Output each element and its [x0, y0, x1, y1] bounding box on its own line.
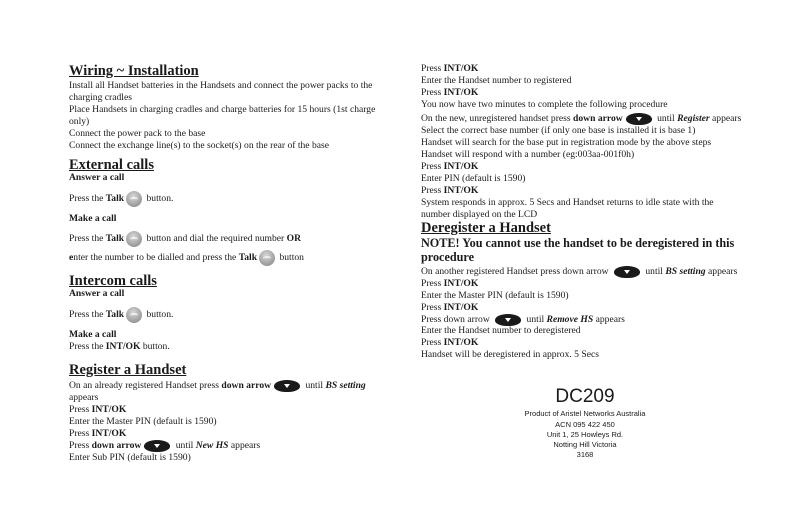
- brand-line-2: ACN 095 422 450: [555, 420, 615, 429]
- register-r-line-4: You now have two minutes to complete the following procedure: [421, 99, 668, 110]
- down-arrow-icon: [274, 380, 300, 392]
- external-answer-instruction: Press the Talk button.: [69, 191, 173, 207]
- register-line-1: On an already registered Handset press down arrow until BS setting: [69, 380, 366, 392]
- register-line-5: Press INT/OK: [69, 428, 127, 439]
- wiring-line-1: Install all Handset batteries in the Handsets and connect the power packs to the: [69, 80, 373, 91]
- deregister-line-2: Press INT/OK: [421, 278, 479, 289]
- register-r-line-8: Handset will respond with a number (eg:003aa-001f0h): [421, 149, 635, 160]
- intercom-answer-subheading: Answer a call: [69, 288, 125, 299]
- wiring-line-5: Connect the power pack to the base: [69, 128, 206, 139]
- intercom-answer-instruction: Press the Talk button.: [69, 307, 173, 323]
- intercom-make-instruction: Press the INT/OK button.: [69, 341, 170, 352]
- register-line-2: appears: [69, 392, 99, 403]
- brand-postcode: 3168: [576, 450, 594, 459]
- deregister-line-1: On another registered Handset press down arrow until BS setting appears: [421, 266, 738, 278]
- deregister-line-5: Press down arrow until Remove HS appears: [421, 314, 625, 326]
- intercom-make-subheading: Make a call: [69, 329, 117, 340]
- wiring-line-2: charging cradles: [69, 92, 132, 103]
- talk-button-icon: [126, 191, 142, 207]
- deregister-note-2: procedure: [421, 250, 475, 264]
- deregister-heading: Deregister a Handset: [421, 220, 551, 236]
- register-r-line-11: Press INT/OK: [421, 185, 479, 196]
- down-arrow-icon: [614, 266, 640, 278]
- register-line-7: Enter Sub PIN (default is 1590): [69, 452, 191, 463]
- register-r-line-13: number displayed on the LCD: [421, 209, 538, 220]
- brand-line-3: Unit 1, 25 Howleys Rd.: [546, 430, 624, 439]
- talk-button-icon: [126, 231, 142, 247]
- wiring-line-6: Connect the exchange line(s) to the socket(s) on the rear of the base: [69, 140, 329, 151]
- wiring-line-4: only): [69, 116, 90, 127]
- wiring-line-3: Place Handsets in charging cradles and charge batteries for 15 hours (1st charge: [69, 104, 376, 115]
- register-line-4: Enter the Master PIN (default is 1590): [69, 416, 217, 427]
- deregister-line-8: Handset will be deregistered in approx. 5 Secs: [421, 349, 599, 360]
- intercom-calls-heading: Intercom calls: [69, 273, 157, 289]
- deregister-line-7: Press INT/OK: [421, 337, 479, 348]
- register-r-line-10: Enter PIN (default is 1590): [421, 173, 526, 184]
- external-make-instruction-2: enter the number to be dialled and press the Talk button: [69, 250, 304, 266]
- external-make-instruction: Press the Talk button and dial the required number OR: [69, 231, 301, 247]
- brand-line-1: Product of Aristel Networks Australia: [524, 409, 646, 418]
- wiring-heading: Wiring ~ Installation: [69, 63, 199, 79]
- register-r-line-3: Press INT/OK: [421, 87, 479, 98]
- register-r-line-1: Press INT/OK: [421, 63, 479, 74]
- deregister-line-6: Enter the Handset number to deregistered: [421, 325, 581, 336]
- register-r-line-2: Enter the Handset number to registered: [421, 75, 572, 86]
- register-r-line-12: System responds in approx. 5 Secs and Handset returns to idle state with the: [421, 197, 714, 208]
- external-calls-heading: External calls: [69, 157, 154, 173]
- model-number: DC209: [555, 386, 615, 407]
- brand-line-4: Notting Hill Victoria: [553, 440, 617, 449]
- external-answer-subheading: Answer a call: [69, 172, 125, 183]
- register-line-6: Press down arrow until New HS appears: [69, 440, 261, 452]
- register-r-line-5: On the new, unregistered handset press down arrow until Register appears: [421, 113, 742, 125]
- talk-button-icon: [259, 250, 275, 266]
- deregister-line-4: Press INT/OK: [421, 302, 479, 313]
- register-r-line-7: Handset will search for the base put in registration mode by the above steps: [421, 137, 712, 148]
- register-r-line-6: Select the correct base number (if only one base is installed it is base 1): [421, 125, 696, 136]
- down-arrow-icon: [144, 440, 170, 452]
- deregister-note-1: NOTE! You cannot use the handset to be deregistered in this: [421, 236, 735, 250]
- register-heading: Register a Handset: [69, 362, 187, 378]
- down-arrow-icon: [626, 113, 652, 125]
- register-line-3: Press INT/OK: [69, 404, 127, 415]
- external-make-subheading: Make a call: [69, 213, 117, 224]
- talk-button-icon: [126, 307, 142, 323]
- register-r-line-9: Press INT/OK: [421, 161, 479, 172]
- deregister-line-3: Enter the Master PIN (default is 1590): [421, 290, 569, 301]
